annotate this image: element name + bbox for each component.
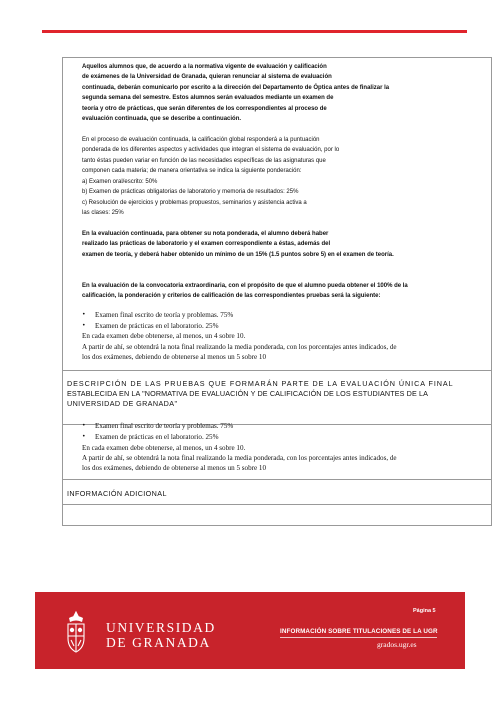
text-line: En cada examen debe obtenerse, al menos, un 4 sobre 10. [82, 332, 246, 340]
list-item: Examen final escrito de teoría y problemas. 75% [95, 311, 234, 319]
text-line: calificación, la ponderación y criterios de calificación de las correspondientes pruebas será la siguiente: [82, 293, 381, 299]
text-line: segunda semana del semestre. Estos alumnos serán evaluados mediante un examen de [82, 95, 334, 101]
university-name-line2: DE GRANADA [106, 635, 211, 650]
text-line: de exámenes de la Universidad de Granada, quieran renunciar al sistema de evaluación [82, 74, 332, 80]
page-number: Página 5 [413, 608, 436, 614]
text-line: las clases: 25% [82, 210, 124, 216]
bullet-icon: • [82, 433, 86, 440]
text-line: componen cada materia; de manera orientativa se indica la siguiente ponderación: [82, 168, 302, 174]
section-title-line: ESTABLECIDA EN LA "NORMATIVA DE EVALUACIÓN Y DE CALIFICACIÓN DE LOS ESTUDIANTES DE LA [67, 389, 429, 398]
text-line: En la evaluación de la convocatoria extraordinaria, con el propósito de que el alumno pueda obtener el 100% de la [82, 283, 408, 289]
evaluation-table [62, 57, 492, 526]
list-item: Examen de prácticas en el laboratorio. 25% [95, 433, 219, 441]
text-line: tanto éstas pueden variar en función de las necesidades específicas de las asignaturas que [82, 158, 326, 164]
section-title-line: DESCRIPCIÓN DE LAS PRUEBAS QUE FORMARÁN PARTE DE LA EVALUACIÓN ÚNICA FINAL [67, 379, 454, 388]
section-title-line: UNIVERSIDAD DE GRANADA" [67, 399, 178, 408]
text-line: b) Examen de prácticas obligatorias de laboratorio y memoria de resultados: 25% [82, 189, 299, 195]
bullet-icon: • [82, 322, 86, 329]
footer-banner [35, 592, 465, 669]
bullet-icon: • [82, 311, 86, 318]
table-divider [62, 504, 492, 505]
header-accent-bar [42, 30, 467, 33]
text-line: A partir de ahí, se obtendrá la nota final realizando la media ponderada, con los porcentajes antes indicados, de [82, 454, 397, 462]
text-line: examen de teoría, y deberá haber obtenido un mínimo de un 15% (1.5 puntos sobre 5) en el examen de teoría. [82, 252, 394, 258]
text-line: En la evaluación continuada, para obtener su nota ponderada, el alumno deberá haber [82, 231, 329, 237]
text-line: a) Examen oral/escrito: 50% [82, 179, 158, 185]
university-crest-icon [65, 610, 87, 654]
text-line: evaluación continuada, que se describe a continuación. [82, 116, 242, 122]
text-line: realizado las prácticas de laboratorio y el examen correspondiente a éstas, además del [82, 241, 331, 247]
list-item: Examen de prácticas en el laboratorio. 25% [95, 322, 219, 330]
text-line: Aquellos alumnos que, de acuerdo a la normativa vigente de evaluación y calificación [82, 64, 327, 70]
text-line: En cada examen debe obtenerse, al menos, un 4 sobre 10. [82, 444, 246, 452]
table-divider [62, 370, 492, 371]
footer-divider [280, 637, 437, 638]
table-left-border [62, 58, 63, 525]
text-line: c) Resolución de ejercicios y problemas propuestos, seminarios y asistencia activa a [82, 200, 307, 206]
text-line: teoría y otro de prácticas, que serán diferentes de los correspondientes al proceso de [82, 106, 327, 112]
university-name-line1: UNIVERSIDAD [106, 620, 216, 635]
text-line: los dos exámenes, debiendo de obtenerse al menos un 5 sobre 10 [82, 353, 266, 361]
table-right-border [491, 58, 492, 525]
list-item: Examen final escrito de teoría y problemas. 75% [95, 422, 234, 430]
text-line: En el proceso de evaluación continuada, la calificación global responderá a la puntuación [82, 137, 320, 143]
text-line: A partir de ahí, se obtendrá la nota final realizando la media ponderada, con los porcentajes antes indicados, de [82, 343, 397, 351]
table-divider [62, 479, 492, 480]
bullet-icon: • [82, 422, 86, 429]
text-line: los dos exámenes, debiendo de obtenerse al menos un 5 sobre 10 [82, 464, 266, 472]
footer-info-title: INFORMACIÓN SOBRE TITULACIONES DE LA UGR [280, 628, 438, 635]
text-line: ponderada de los diferentes aspectos y actividades que integran el sistema de evaluación, por lo [82, 147, 340, 153]
text-line: continuada, deberán comunicarlo por escrito a la dirección del Departamento de Óptica antes de finalizar la [82, 85, 390, 91]
footer-url-link[interactable]: grados.ugr.es [377, 640, 417, 649]
section-title-informacion-adicional: INFORMACIÓN ADICIONAL [67, 489, 167, 498]
